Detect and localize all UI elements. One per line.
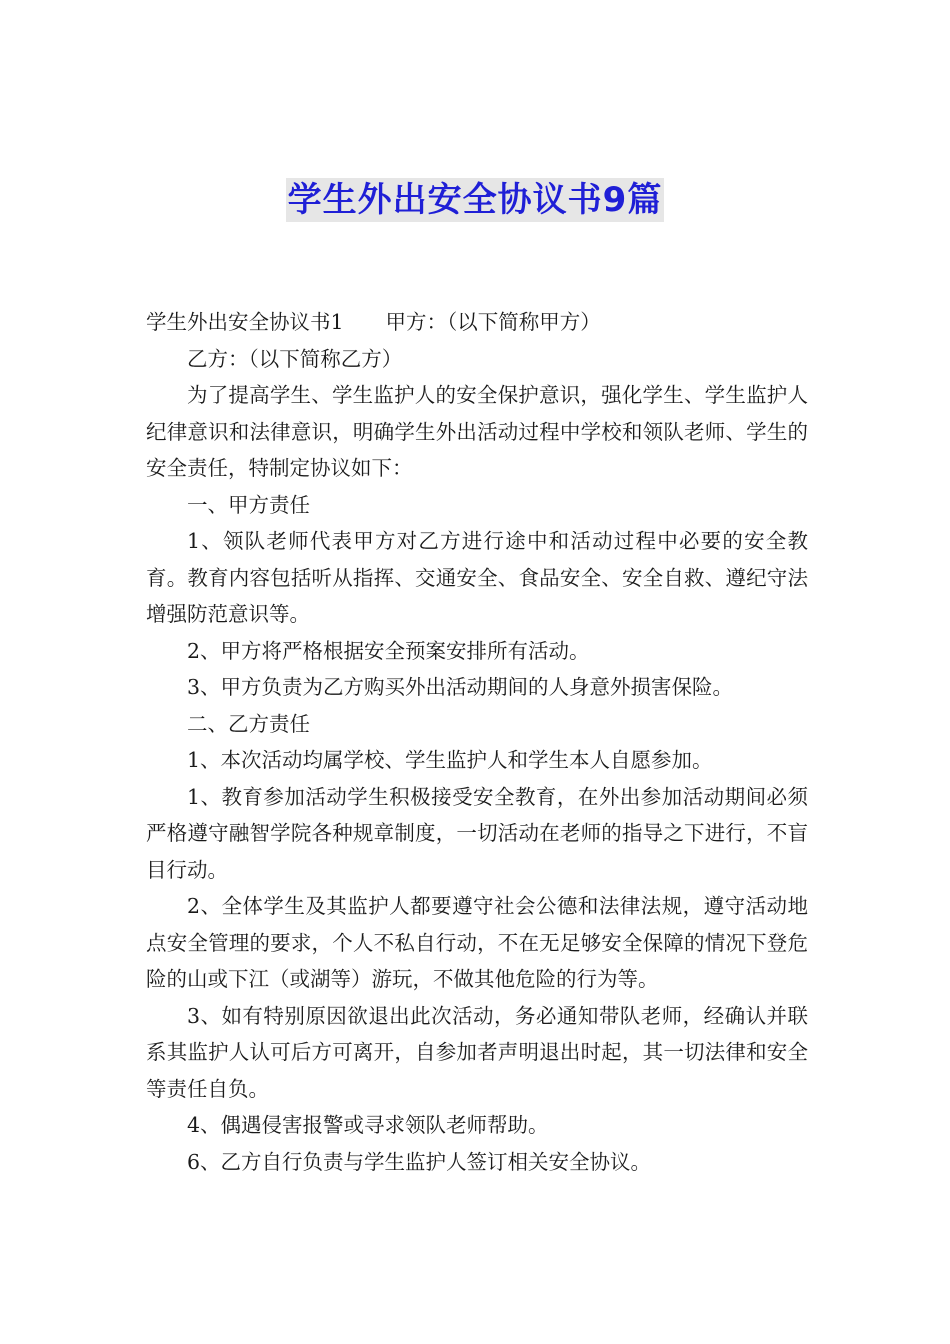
paragraph: 2、全体学生及其监护人都要遵守社会公德和法律法规，遵守活动地点安全管理的要求，个人不私自行动，不在无足够安全保障的情况下登危险的山或下江（或湖等）游玩，不做其他危险的行为等。 xyxy=(146,894,808,991)
paragraph: 4、偶遇侵害报警或寻求领队老师帮助。 xyxy=(187,1113,549,1137)
paragraph: 3、如有特别原因欲退出此次活动，务必通知带队老师，经确认并联系其监护人认可后方可离开，自参加者声明退出时起，其一切法律和安全等责任自负。 xyxy=(146,1003,808,1101)
paragraph: 为了提高学生、学生监护人的安全保护意识，强化学生、学生监护人纪律意识和法律意识，明确学生外出活动过程中学校和领队老师、学生的安全责任，特制定协议如下： xyxy=(146,383,808,480)
paragraph: 1、教育参加活动学生积极接受安全教育，在外出参加活动期间必须严格遵守融智学院各种规章制度，一切活动在老师的指导之下进行，不盲目行动。 xyxy=(146,784,808,882)
section-heading: 学生外出安全协议书1 xyxy=(146,310,344,334)
paragraph: 6、乙方自行负责与学生监护人签订相关安全协议。 xyxy=(187,1149,652,1174)
paragraph: 1、领队老师代表甲方对乙方进行途中和活动过程中必要的安全教育。教育内容包括听从指挥、交通安全、食品安全、安全自救、遵纪守法增强防范意识等。 xyxy=(146,529,808,626)
paragraph: 乙方：（以下简称乙方） xyxy=(187,346,403,371)
paragraph: 2、甲方将严格根据安全预案安排所有活动。 xyxy=(187,638,590,663)
document-body xyxy=(146,304,808,1180)
paragraph: 二、乙方责任 xyxy=(187,711,310,736)
paragraph: 1、本次活动均属学校、学生监护人和学生本人自愿参加。 xyxy=(187,748,713,772)
paragraph: 一、甲方责任 xyxy=(187,492,310,517)
party-a-label: 甲方：（以下简称甲方） xyxy=(385,310,601,334)
first-line xyxy=(146,304,808,341)
paragraph: 3、甲方负责为乙方购买外出活动期间的人身意外损害保险。 xyxy=(187,675,734,699)
title-container xyxy=(0,178,950,222)
document-title: 学生外出安全协议书9篇 xyxy=(287,180,663,220)
